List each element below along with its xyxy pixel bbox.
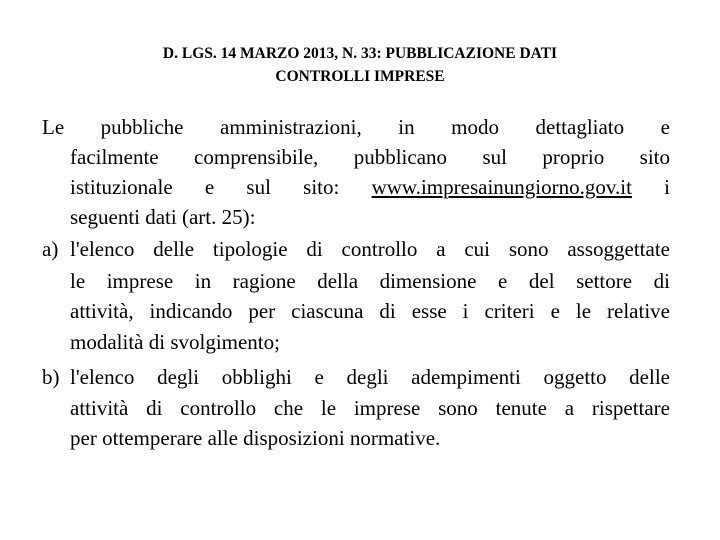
title-line-1: D. LGS. 14 MARZO 2013, N. 33: PUBBLICAZIONE DATI bbox=[162, 45, 558, 62]
item-a-line: modalità di svolgimento; bbox=[70, 330, 280, 354]
intro-line-3-post: i bbox=[664, 175, 670, 199]
item-b-line: per ottemperare alle disposizioni normative. bbox=[70, 426, 441, 450]
intro-line-1: Le pubbliche amministrazioni, in modo dettagliato e bbox=[42, 115, 670, 139]
item-b-line: attività di controllo che le imprese sono tenute a rispettare bbox=[70, 396, 670, 420]
item-a-line: l'elenco delle tipologie di controllo a cui sono assoggettate bbox=[70, 237, 670, 261]
item-b-label: b) bbox=[42, 365, 60, 389]
intro-line-4: seguenti dati (art. 25): bbox=[70, 205, 256, 229]
item-b-line: l'elenco degli obblighi e degli adempimenti oggetto delle bbox=[70, 365, 670, 389]
title-line-2: CONTROLLI IMPRESE bbox=[275, 68, 445, 85]
intro-line-3-pre: istituzionale e sul sito: bbox=[70, 175, 372, 199]
item-a-line: attività, indicando per ciascuna di esse i criteri e le relative bbox=[70, 299, 670, 323]
item-a-line: le imprese in ragione della dimensione e del settore di bbox=[70, 269, 670, 293]
item-a-label: a) bbox=[42, 237, 59, 261]
website-link[interactable]: www.impresainungiorno.gov.it bbox=[371, 175, 632, 199]
intro-line-3 bbox=[70, 175, 670, 199]
intro-line-2: facilmente comprensibile, pubblicano sul proprio sito bbox=[70, 145, 670, 169]
